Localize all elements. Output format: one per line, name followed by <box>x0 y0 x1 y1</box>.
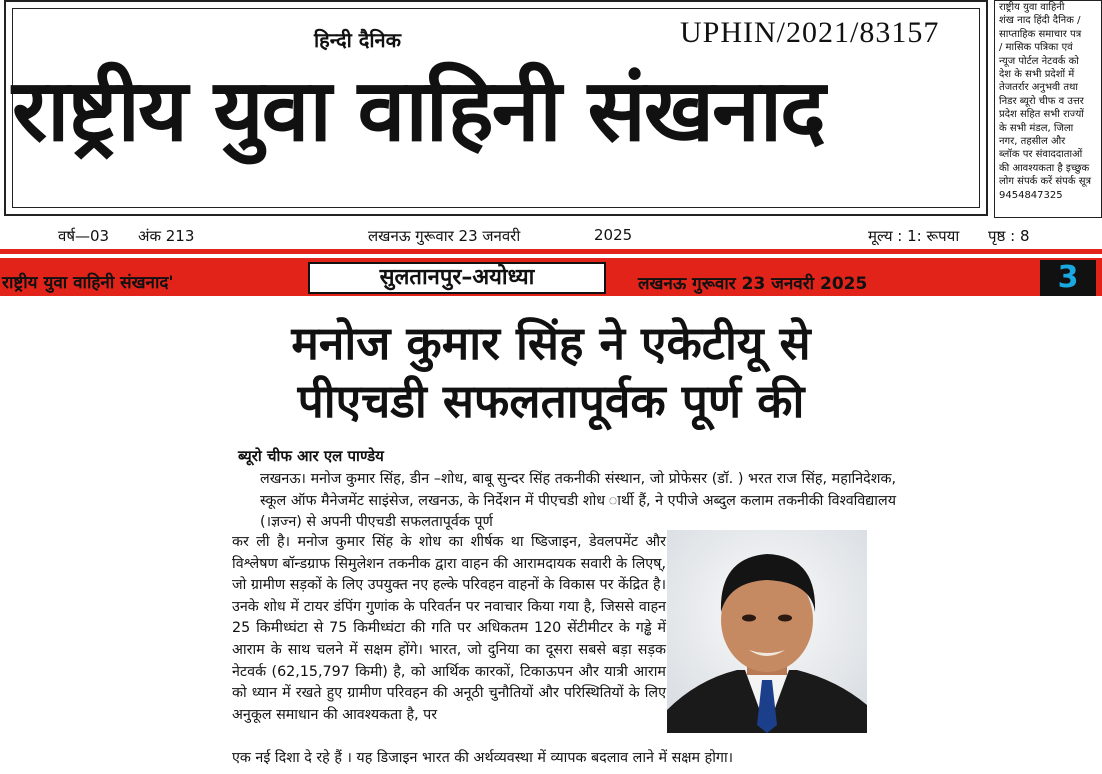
side-notice-line: शंख नाद हिंदी दैनिक / <box>999 15 1081 27</box>
headline-line-2: पीएचडी सफलतापूर्वक पूर्ण की <box>297 374 805 428</box>
side-notice-line: साप्ताहिक समाचार पत्र <box>999 28 1082 40</box>
info-bar <box>0 224 1102 248</box>
article-paragraph-2: कर ली है। मनोज कुमार सिंह के शोध का शीर्षक था ष्डिजाइन, डेवलपमेंट और विश्लेषण बॉन्डग्राफ सिमुलेशन तकनीक द्वारा वाहन की आरामदायक सवारी के लिएष्, जो ग्रामीण सड़कों के लिए उपयुक्त नए हल्के परिवहन वाहनों के विकास पर केंद्रित है। उनके शोध में टायर डंपिंग गुणांक के परिवर्तन पर नवाचार किया गया है, जिससे वाहन 25 किमीध्घंटा से 75 किमीध्घंटा की गति पर अधिकतम 120 सेंटीमीटर के गड्ढे में आराम के साथ चलने में सक्षम होंगे। भारत, जो दुनिया का दूसरा सबसे बड़ा सड़क नेटवर्क (62,15,797 किमी) है, को आर्थिक कारकों, टिकाऊपन और यात्री आराम को ध्यान में रखते हुए ग्रामीण परिवहन की अनूठी चुनौतियों और परिस्थितियों के लिए अनुकूल समाधान की आवश्यकता है, पर <box>232 534 666 723</box>
page-number: 3 <box>1040 260 1096 296</box>
side-notice-line: की आवश्यकता है इच्छुक <box>999 162 1090 174</box>
price: मूल्य : 1: रूपया <box>868 227 960 245</box>
page-header-paper-name: राष्ट्रीय युवा वाहिनी संखनाद' <box>2 273 174 293</box>
person-portrait-image <box>667 530 867 733</box>
side-notice <box>994 0 1102 218</box>
side-notice-line: ब्लॉक पर संवाददाताओं <box>999 149 1083 161</box>
side-notice-line: के सभी मंडल, जिला <box>999 122 1074 134</box>
masthead <box>4 0 988 216</box>
side-notice-line: लोग संपर्क करें संपर्क सूत्र <box>999 176 1092 188</box>
registration-number: UPHIN/2021/83157 <box>680 16 940 49</box>
volume-year: वर्ष—03 <box>58 227 110 245</box>
author-photo <box>667 530 867 733</box>
side-notice-line: तेजतर्रार अनुभवी तथा <box>999 82 1078 94</box>
side-notice-line: निडर ब्यूरो चीफ व उत्तर <box>999 95 1084 107</box>
issue-number: अंक 213 <box>138 227 195 245</box>
dateline: लखनऊ गुरूवार 23 जनवरी <box>368 227 521 245</box>
article-paragraph-1: लखनऊ। मनोज कुमार सिंह, डीन –शोध, बाबू सुन्दर सिंह तकनीकी संस्थान, जो प्रोफेसर (डॉ. ) भरत राज सिंह, महानिदेशक, स्कूल ऑफ मैनेजमेंट साइंसेज, लखनऊ, के निर्देशन में पीएचडी शोध ार्थी हैं, ने एपीजे अब्दुल कलाम तकनीकी विश्वविद्यालय (।ज्ञज्न) से अपनी पीएचडी सफलतापूर्वक पूर्ण <box>260 471 896 531</box>
location-label: सुलतानपुर–अयोध्या <box>308 262 606 294</box>
side-notice-line: / मासिक पत्रिका एवं <box>999 42 1073 54</box>
side-notice-line: न्यूज पोर्टल नेटवर्क को <box>999 55 1079 67</box>
article-headline <box>0 314 1102 430</box>
side-notice-line: प्रदेश सहित सभी राज्यों <box>999 109 1084 121</box>
side-notice-phone: 9454847325 <box>999 189 1063 201</box>
side-notice-line: राष्ट्रीय युवा वाहिनी <box>999 2 1065 13</box>
dateline-year: 2025 <box>594 226 633 244</box>
page-header-date: लखनऊ गुरूवार 23 जनवरी 2025 <box>638 274 868 294</box>
page-count: पृष्ठ : 8 <box>988 227 1030 245</box>
side-notice-line: देश के सभी प्रदेशों में <box>999 69 1075 81</box>
side-notice-text <box>999 1 1099 189</box>
daily-label: हिन्दी दैनिक <box>314 28 402 52</box>
red-divider <box>0 249 1102 254</box>
article-paragraph-3: एक नई दिशा दे रहे हैं । यह डिजाइन भारत की अर्थव्यवस्था में व्यापक बदलाव लाने में सक्षम होगा। <box>232 750 734 766</box>
byline: ब्यूरो चीफ आर एल पाण्डेय <box>238 447 384 465</box>
headline-line-1: मनोज कुमार सिंह ने एकेटीयू से <box>291 316 811 370</box>
newspaper-name: राष्ट्रीय युवा वाहिनी संखनाद <box>12 61 824 161</box>
side-notice-line: नगर, तहसील और <box>999 136 1066 148</box>
